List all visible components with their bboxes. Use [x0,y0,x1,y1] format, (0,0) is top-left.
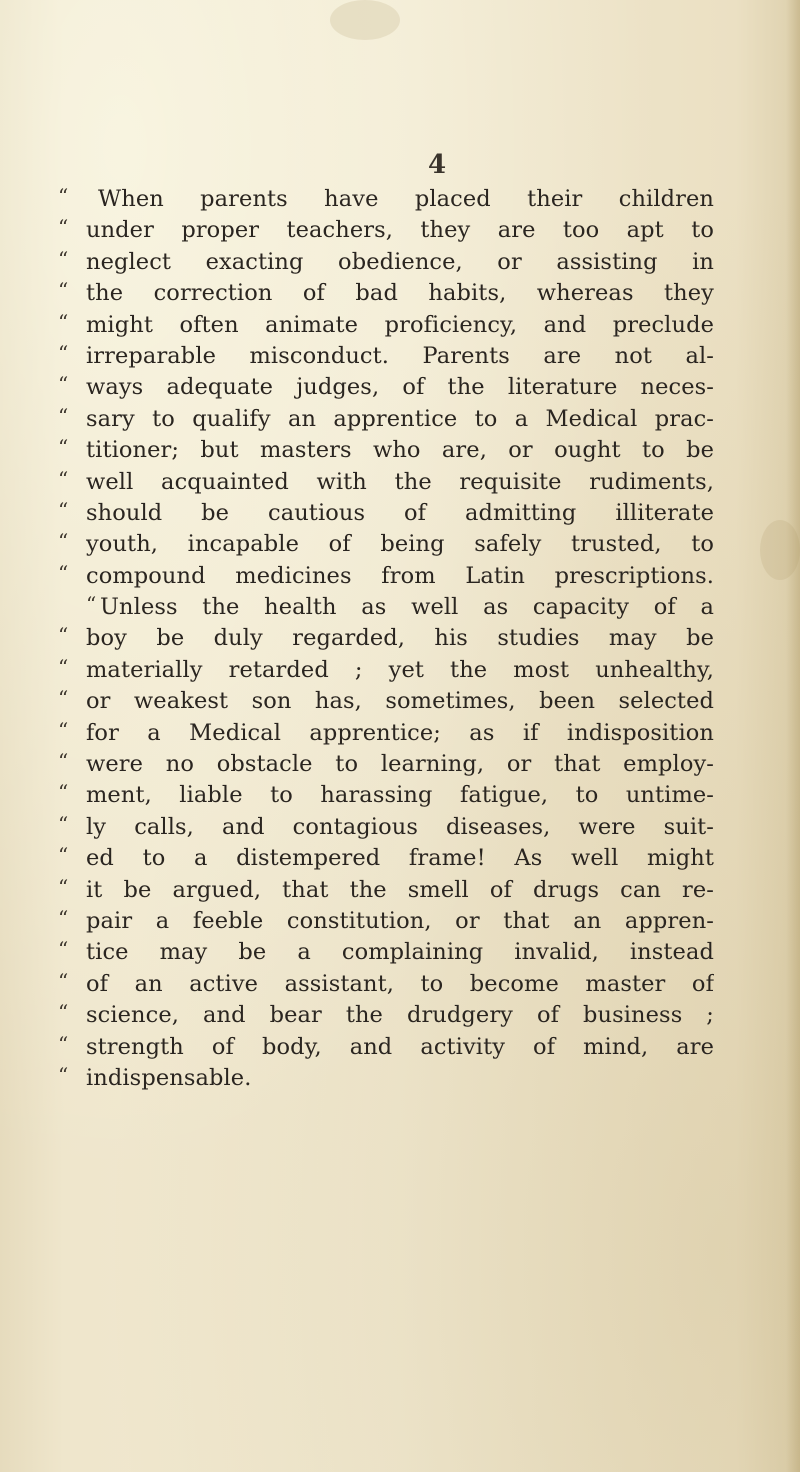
line-text: the correction of bad habits, whereas they [86,280,714,307]
quote-mark: “ [58,497,69,522]
line-text: might often animate proficiency, and preclude [86,311,714,338]
quote-mark: “ [58,717,69,742]
quote-mark: “ [58,184,69,208]
line-text: indispensable. [86,1064,252,1091]
text-line [58,749,714,780]
line-text: ment, liable to harassing fatigue, to untime- [86,782,714,809]
line-text: ways adequate judges, of the literature neces- [86,374,714,401]
line-text: well acquainted with the requisite rudiments, [86,468,714,495]
paper-stain [330,0,400,40]
quote-mark: “ [58,780,69,805]
line-text: neglect exacting obedience, or assisting in [86,248,714,275]
text-line [58,875,714,906]
text-line [58,1000,714,1031]
line-text: sary to qualify an apprentice to a Medical prac- [86,405,714,432]
text-line [58,655,714,686]
line-text: boy be duly regarded, his studies may be [86,625,714,652]
quote-mark: “ [58,1031,69,1056]
text-line [58,906,714,937]
text-line [58,812,714,843]
text-line [58,969,714,1000]
text-line [58,1032,714,1063]
text-line [58,310,714,341]
text-line [58,843,714,874]
line-text: under proper teachers, they are too apt to [86,217,714,244]
line-text: tice may be a complaining invalid, instead [86,939,714,966]
text-line [58,1063,714,1094]
page-edge-shadow [786,0,800,1472]
text-line [58,372,714,403]
quote-mark: “ [58,435,69,460]
text-line [58,623,714,654]
line-text: of an active assistant, to become master of [86,970,714,997]
line-text: for a Medical apprentice; as if indisposition [86,719,714,746]
line-text: compound medicines from Latin prescriptions. [86,562,714,589]
text-line [58,184,714,215]
quote-mark: “ [58,905,69,930]
text-line [58,780,714,811]
paper-stain [760,520,800,580]
quote-mark: “ [58,246,69,271]
quote-mark: “ [58,560,69,585]
line-text: Unless the health as well as capacity of a [100,594,714,621]
line-text: should be cautious of admitting illiterate [86,499,714,526]
line-text: titioner; but masters who are, or ought to be [86,437,714,464]
quote-mark: “ [58,340,69,365]
line-text: pair a feeble constitution, or that an appren- [86,907,714,934]
quote-mark: “ [86,592,97,617]
line-text: it be argued, that the smell of drugs can re- [86,876,714,903]
line-text: irreparable misconduct. Parents are not al- [86,342,714,369]
text-line [58,686,714,717]
quote-mark: “ [58,843,69,868]
text-line [58,592,714,623]
line-text: science, and bear the drudgery of business ; [86,1002,714,1029]
quote-mark: “ [58,623,69,648]
line-text: When parents have placed their children [98,186,714,212]
line-text: or weakest son has, sometimes, been selected [86,688,714,715]
quote-mark: “ [58,309,69,334]
line-text: ly calls, and contagious diseases, were suit- [86,813,714,840]
text-line [58,341,714,372]
text-line [58,404,714,435]
quote-mark: “ [58,937,69,962]
text-line [58,529,714,560]
text-line [58,435,714,466]
quote-mark: “ [58,466,69,491]
quote-mark: “ [58,654,69,679]
quote-mark: “ [58,1000,69,1025]
quote-mark: “ [58,278,69,303]
line-text: youth, incapable of being safely trusted, to [86,531,714,558]
quote-mark: “ [58,403,69,428]
text-line [58,561,714,592]
text-line [58,215,714,246]
text-line [58,278,714,309]
line-text: materially retarded ; yet the most unhealthy, [86,656,714,683]
quote-mark: “ [58,686,69,711]
quote-mark: “ [58,215,69,240]
quote-mark: “ [58,968,69,993]
text-line [58,467,714,498]
quote-mark: “ [58,874,69,899]
line-text: ed to a distempered frame! As well might [86,845,714,872]
text-line [58,718,714,749]
page-number: 4 [428,150,447,180]
quote-mark: “ [58,529,69,554]
quote-mark: “ [58,1062,69,1087]
text-line [58,247,714,278]
body-text [58,184,714,1094]
quote-mark: “ [58,749,69,774]
quote-mark: “ [58,372,69,397]
text-line [58,937,714,968]
line-text: were no obstacle to learning, or that employ- [86,751,714,778]
quote-mark: “ [58,811,69,836]
line-text: strength of body, and activity of mind, are [86,1033,714,1060]
text-line [58,498,714,529]
